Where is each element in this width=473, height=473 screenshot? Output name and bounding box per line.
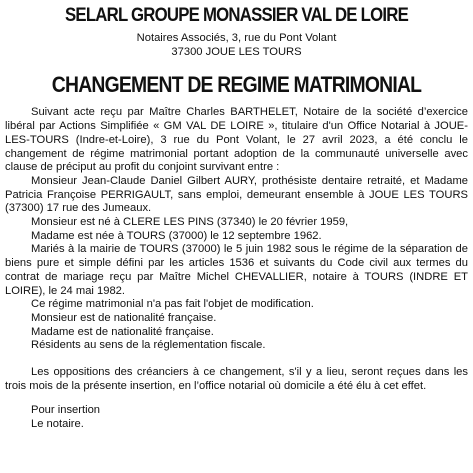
address-line-1: Notaires Associés, 3, rue du Pont Volant <box>136 32 337 44</box>
paragraph-marriage: Mariés à la mairie de TOURS (37000) le 5 juin 1982 sous le régime de la séparation de biens pure et simple défini par les articles 1536 et suivants du Code civil aux termes du contrat de mariage reçu par Maître Michel CHEVALLIER, notaire à TOURS (INDRE ET LOIRE), le 24 mai 1982. <box>5 243 468 297</box>
paragraph-husband-birth: Monsieur est né à CLERE LES PINS (37340) le 20 février 1959, <box>31 216 349 229</box>
paragraph-husband-nationality: Monsieur est de nationalité française. <box>31 311 217 324</box>
paragraph-spouses: Monsieur Jean-Claude Daniel Gilbert AURY, prothésiste dentaire retraité, et Madame Patricia Françoise PERRIGAULT, sans emploi, demeurant ensemble à JOUE LES TOURS (37300) 17 rue des Jumeaux. <box>5 174 468 215</box>
paragraph-gap <box>5 353 468 366</box>
signoff-line-2: Le notaire. <box>31 418 84 431</box>
notice-headline: CHANGEMENT DE REGIME MATRIMONIAL <box>51 72 422 98</box>
address-line-2: 37300 JOUE LES TOURS <box>171 46 302 59</box>
paragraph-oppositions: Les oppositions des créanciers à ce changement, s'il y a lieu, seront reçues dans les trois mois de la présente insertion, en l’office notarial où domicile a été élu à cet effet. <box>5 366 468 392</box>
notice-body <box>5 106 468 393</box>
paragraph-wife-birth: Madame est née à TOURS (37000) le 12 septembre 1962. <box>31 229 322 242</box>
signoff <box>5 404 468 431</box>
firm-name: SELARL GROUPE MONASSIER VAL DE LOIRE <box>64 4 408 26</box>
paragraph-tax-residency: Résidents au sens de la réglementation fiscale. <box>31 339 266 352</box>
paragraph-deed: Suivant acte reçu par Maître Charles BARTHELET, Notaire de la société d’exercice libéral par Actions Simplifiée « GM VAL DE LOIRE », titulaire d'un Office Notarial à JOUE-LES-TOURS (Indre-et-Loire), 3 rue du Pont Volant, le 27 avril 2023, a été conclu le changement de régime matrimonial portant adoption de la communauté universelle avec clause de préciput au profit du conjoint survivant entre : <box>5 106 468 174</box>
paragraph-no-modification: Ce régime matrimonial n'a pas fait l'objet de modification. <box>31 298 314 311</box>
paragraph-wife-nationality: Madame est de nationalité française. <box>31 325 214 338</box>
firm-address <box>5 31 468 59</box>
signoff-line-1: Pour insertion <box>31 404 101 417</box>
